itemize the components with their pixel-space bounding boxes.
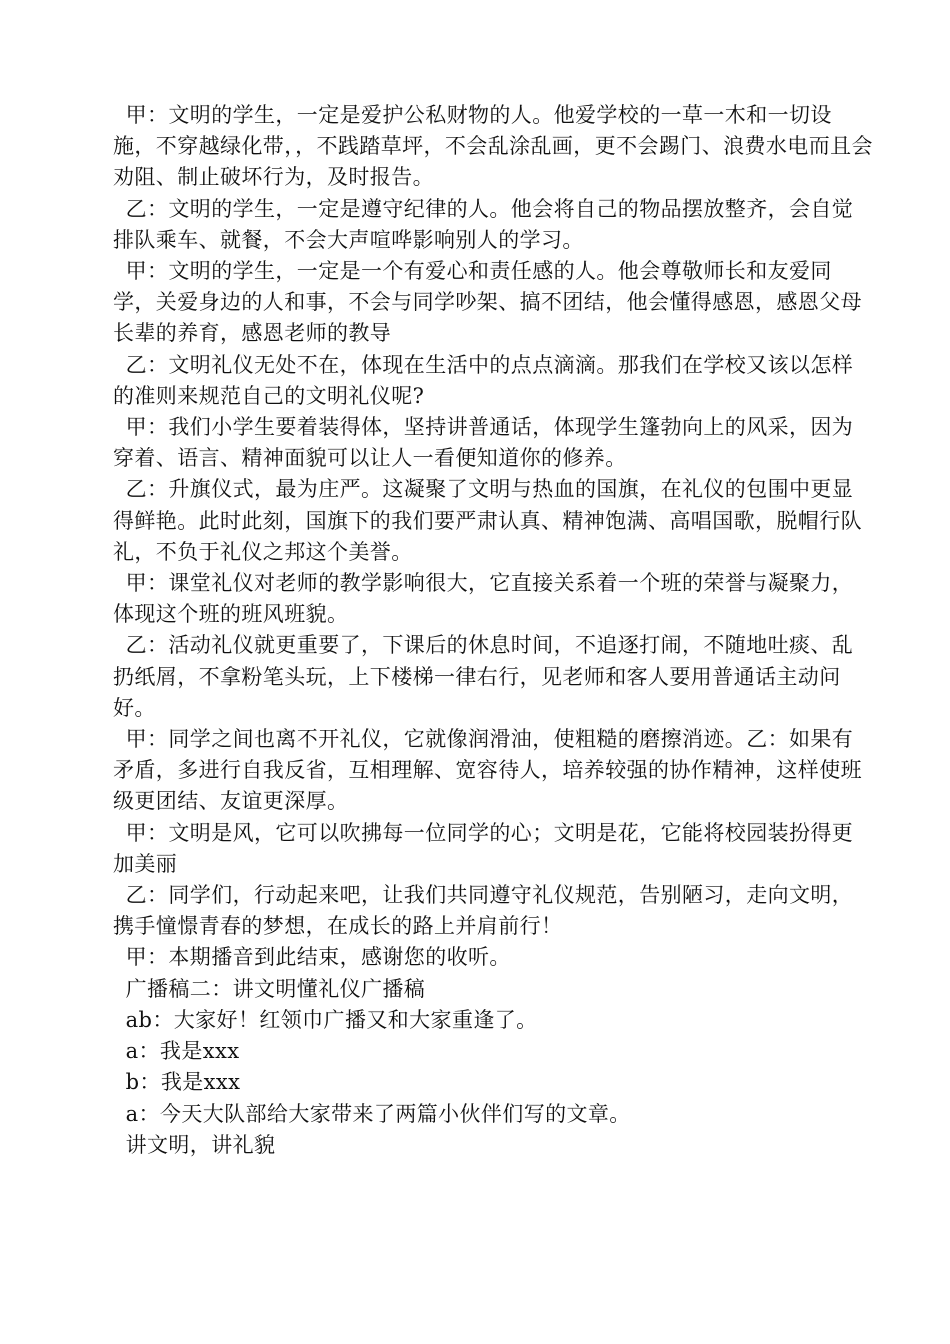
- paragraph-6: 乙：升旗仪式，最为庄严。这凝聚了文明与热血的国旗，在礼仪的包围中更显得鲜艳。此时此刻，国旗下的我们要严肃认真、精神饱满、高唱国歌，脱帽行队礼，不负于礼仪之邦这个美誉。: [113, 477, 862, 564]
- paragraph-17: a：今天大队部给大家带来了两篇小伙伴们写的文章。: [125, 1101, 631, 1126]
- paragraph-9: 甲：同学之间也离不开礼仪，它就像润滑油，使粗糙的磨擦消迹。乙：如果有矛盾，多进行自我反省，互相理解、宽容待人，培养较强的协作精神，这样使班级更团结、友谊更深厚。: [113, 727, 862, 814]
- paragraph-5: 甲：我们小学生要着装得体，坚持讲普通话，体现学生篷勃向上的风采，因为穿着、语言、精神面貌可以让人一看便知道你的修养。: [113, 415, 854, 471]
- paragraph-15: a：我是xxx: [125, 1039, 240, 1064]
- paragraph-1: 甲：文明的学生，一定是爱护公私财物的人。他爱学校的一草一木和一切设施，不穿越绿化带，，不践踏草坪，不会乱涂乱画，更不会踢门、浪费水电而且会劝阻、制止破坏行为，及时报告。: [113, 103, 873, 190]
- paragraph-18: 讲文明，讲礼貌: [125, 1132, 276, 1157]
- paragraph-16: b：我是xxx: [125, 1070, 241, 1095]
- document-body: [113, 100, 873, 1161]
- paragraph-8: 乙：活动礼仪就更重要了，下课后的休息时间，不追逐打闹，不随地吐痰、乱扔纸屑，不拿粉笔头玩，上下楼梯一律右行，见老师和客人要用普通话主动问好。: [113, 633, 854, 720]
- paragraph-2: 乙：文明的学生，一定是遵守纪律的人。他会将自己的物品摆放整齐，会自觉排队乘车、就餐，不会大声喧哗影响别人的学习。: [113, 196, 854, 252]
- paragraph-14: ab：大家好！红领巾广播又和大家重逢了。: [125, 1007, 538, 1032]
- paragraph-3: 甲：文明的学生，一定是一个有爱心和责任感的人。他会尊敬师长和友爱同学，关爱身边的人和事，不会与同学吵架、搞不团结，他会懂得感恩，感恩父母长辈的养育，感恩老师的教导: [113, 259, 862, 346]
- paragraph-10: 甲：文明是风，它可以吹拂每一位同学的心；文明是花，它能将校园装扮得更加美丽: [113, 820, 854, 876]
- paragraph-11: 乙：同学们，行动起来吧，让我们共同遵守礼仪规范，告别陋习，走向文明，携手憧憬青春的梦想，在成长的路上并肩前行！: [113, 883, 854, 939]
- section-heading: 广播稿二：讲文明懂礼仪广播稿: [125, 976, 426, 1001]
- paragraph-12: 甲：本期播音到此结束，感谢您的收听。: [125, 945, 511, 970]
- paragraph-7: 甲：课堂礼仪对老师的教学影响很大，它直接关系着一个班的荣誉与凝聚力，体现这个班的班风班貌。: [113, 571, 854, 627]
- paragraph-4: 乙：文明礼仪无处不在，体现在生活中的点点滴滴。那我们在学校又该以怎样的准则来规范自己的文明礼仪呢?: [113, 352, 854, 408]
